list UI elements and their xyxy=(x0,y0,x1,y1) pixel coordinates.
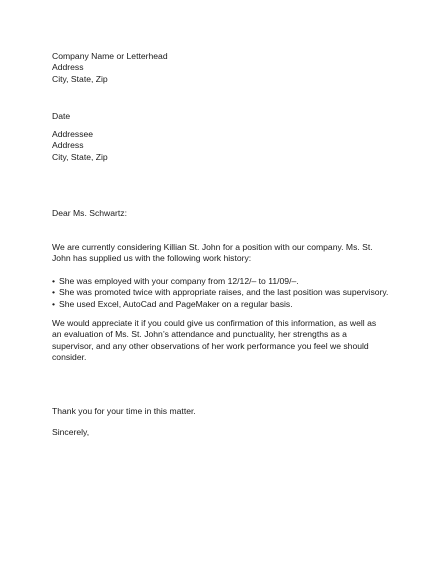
bullet-icon: • xyxy=(52,287,56,298)
closing-text: Sincerely, xyxy=(52,427,90,437)
thanks-text: Thank you for your time in this matter. xyxy=(52,406,196,416)
work-history-item: She was employed with your company from 12/12/– to 11/09/–. xyxy=(59,276,299,286)
intro-paragraph xyxy=(52,242,392,265)
bullet-icon: • xyxy=(52,298,56,309)
addressee-block xyxy=(52,129,392,163)
work-history-item: She was promoted twice with appropriate raises, and the last position was supervisory. xyxy=(59,287,389,298)
list-item xyxy=(52,299,392,310)
addressee-address: Address xyxy=(52,140,84,151)
sender-company-name: Company Name or Letterhead xyxy=(52,51,168,61)
work-history-item: She used Excel, AutoCad and PageMaker on a regular basis. xyxy=(59,298,293,309)
list-item xyxy=(52,287,392,298)
date-block xyxy=(52,111,392,122)
sender-address: Address xyxy=(52,62,84,73)
intro-line: We are currently considering Killian St. John for a position with our company. Ms. St. xyxy=(52,242,373,252)
request-line: an evaluation of Ms. St. John’s attendance and punctuality, her strengths as a xyxy=(52,329,347,340)
request-paragraph xyxy=(52,318,392,364)
list-item xyxy=(52,276,392,287)
salutation xyxy=(52,208,392,219)
closing xyxy=(52,427,392,438)
sender-city-state-zip: City, State, Zip xyxy=(52,73,108,84)
request-line: supervisor, and any other observations of her work performance you feel we should xyxy=(52,340,369,351)
bullet-icon: • xyxy=(52,276,56,286)
work-history-list xyxy=(52,276,392,310)
letter-date: Date xyxy=(52,111,71,121)
request-line: consider. xyxy=(52,352,87,363)
request-line: We would appreciate it if you could give us confirmation of this information, as well as xyxy=(52,318,377,328)
addressee-city-state-zip: City, State, Zip xyxy=(52,151,108,162)
intro-line: John has supplied us with the following work history: xyxy=(52,253,252,264)
thanks-paragraph xyxy=(52,406,392,417)
addressee-name: Addressee xyxy=(52,129,94,139)
sender-address-block xyxy=(52,51,392,85)
salutation-text: Dear Ms. Schwartz: xyxy=(52,208,127,218)
